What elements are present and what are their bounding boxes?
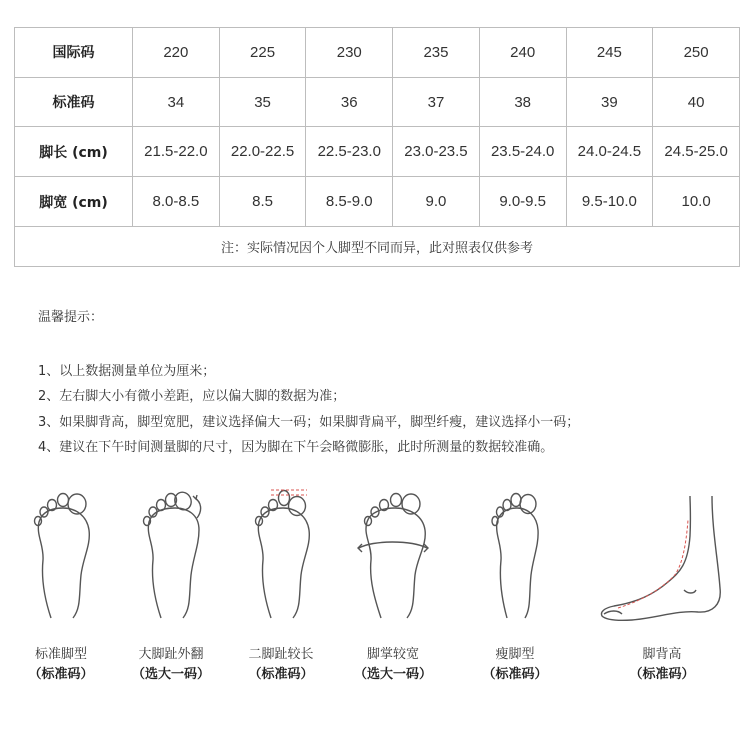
high-instep-foot-icon xyxy=(594,480,730,625)
foot-type-name: 二脚趾较长 xyxy=(248,647,314,662)
foot-type-standard xyxy=(6,480,116,685)
table-cell: 8.5-9.0 xyxy=(306,177,393,227)
foot-type-slim xyxy=(460,480,570,685)
foot-type-bunion xyxy=(116,480,226,685)
tip-item: 1、以上数据测量单位为厘米； xyxy=(38,364,216,379)
table-cell: 21.5-22.0 xyxy=(133,127,220,177)
tip-item: 4、建议在下午时间测量脚的尺寸，因为脚在下午会略微膨胀，此时所测量的数据较准确。 xyxy=(38,439,554,455)
table-cell: 250 xyxy=(653,28,740,78)
tip-item: 3、如果脚背高，脚型宽肥，建议选择偏大一码；如果脚背扁平，脚型纤瘦，建议选择小一码； xyxy=(38,414,580,430)
table-cell: 23.5-24.0 xyxy=(479,127,566,177)
table-cell: 245 xyxy=(566,28,653,78)
table-cell: 22.5-23.0 xyxy=(306,127,393,177)
row-header: 脚宽 (cm) xyxy=(15,177,133,227)
foot-type-name: 大脚趾外翻 xyxy=(138,647,204,662)
table-cell: 8.0-8.5 xyxy=(133,177,220,227)
table-cell: 9.5-10.0 xyxy=(566,177,653,227)
table-note: 注：实际情况因个人脚型不同而异，此对照表仅供参考 xyxy=(15,226,740,266)
table-cell: 35 xyxy=(219,77,306,127)
table-cell: 22.0-22.5 xyxy=(219,127,306,177)
foot-type-name: 脚掌较宽 xyxy=(366,647,419,662)
foot-type-advice: （标准码） xyxy=(248,667,314,682)
size-chart-table xyxy=(14,27,740,267)
table-cell: 8.5 xyxy=(219,177,306,227)
table-cell: 10.0 xyxy=(653,177,740,227)
table-cell: 24.5-25.0 xyxy=(653,127,740,177)
foot-type-advice: （选大一码） xyxy=(131,667,210,682)
table-cell: 24.0-24.5 xyxy=(566,127,653,177)
table-cell: 36 xyxy=(306,77,393,127)
table-row xyxy=(15,226,740,266)
table-cell: 39 xyxy=(566,77,653,127)
foot-type-advice: （标准码） xyxy=(629,667,695,682)
row-header: 脚长 (cm) xyxy=(15,127,133,177)
table-cell: 220 xyxy=(133,28,220,78)
foot-type-advice: （标准码） xyxy=(28,667,94,682)
wide-foot-icon xyxy=(353,480,433,625)
foot-type-high-instep xyxy=(594,480,730,685)
table-cell: 9.0 xyxy=(393,177,480,227)
standard-foot-icon xyxy=(21,480,101,625)
row-header: 标准码 xyxy=(15,77,133,127)
table-cell: 9.0-9.5 xyxy=(479,177,566,227)
bunion-foot-icon xyxy=(131,480,211,625)
table-cell: 230 xyxy=(306,28,393,78)
table-cell: 40 xyxy=(653,77,740,127)
long-second-toe-foot-icon xyxy=(241,480,321,625)
foot-type-advice: （选大一码） xyxy=(353,667,432,682)
table-row xyxy=(15,177,740,227)
table-cell: 38 xyxy=(479,77,566,127)
tips-list xyxy=(38,359,579,460)
tips-section xyxy=(38,306,579,460)
tip-item: 2、左右脚大小有微小差距，应以偏大脚的数据为准； xyxy=(38,389,346,405)
foot-type-name: 脚背高 xyxy=(642,647,682,662)
table-cell: 23.0-23.5 xyxy=(393,127,480,177)
table-row xyxy=(15,28,740,78)
foot-type-name: 标准脚型 xyxy=(34,647,87,662)
table-cell: 240 xyxy=(479,28,566,78)
table-cell: 37 xyxy=(393,77,480,127)
table-row xyxy=(15,127,740,177)
table-cell: 235 xyxy=(393,28,480,78)
foot-type-wide xyxy=(338,480,448,685)
table-cell: 225 xyxy=(219,28,306,78)
table-cell: 34 xyxy=(133,77,220,127)
row-header: 国际码 xyxy=(15,28,133,78)
table-row xyxy=(15,77,740,127)
foot-type-name: 瘦脚型 xyxy=(495,647,535,662)
slim-foot-icon xyxy=(475,480,555,625)
foot-type-long-second-toe xyxy=(226,480,336,685)
tips-title: 温馨提示： xyxy=(38,310,104,325)
foot-type-advice: （标准码） xyxy=(482,667,548,682)
